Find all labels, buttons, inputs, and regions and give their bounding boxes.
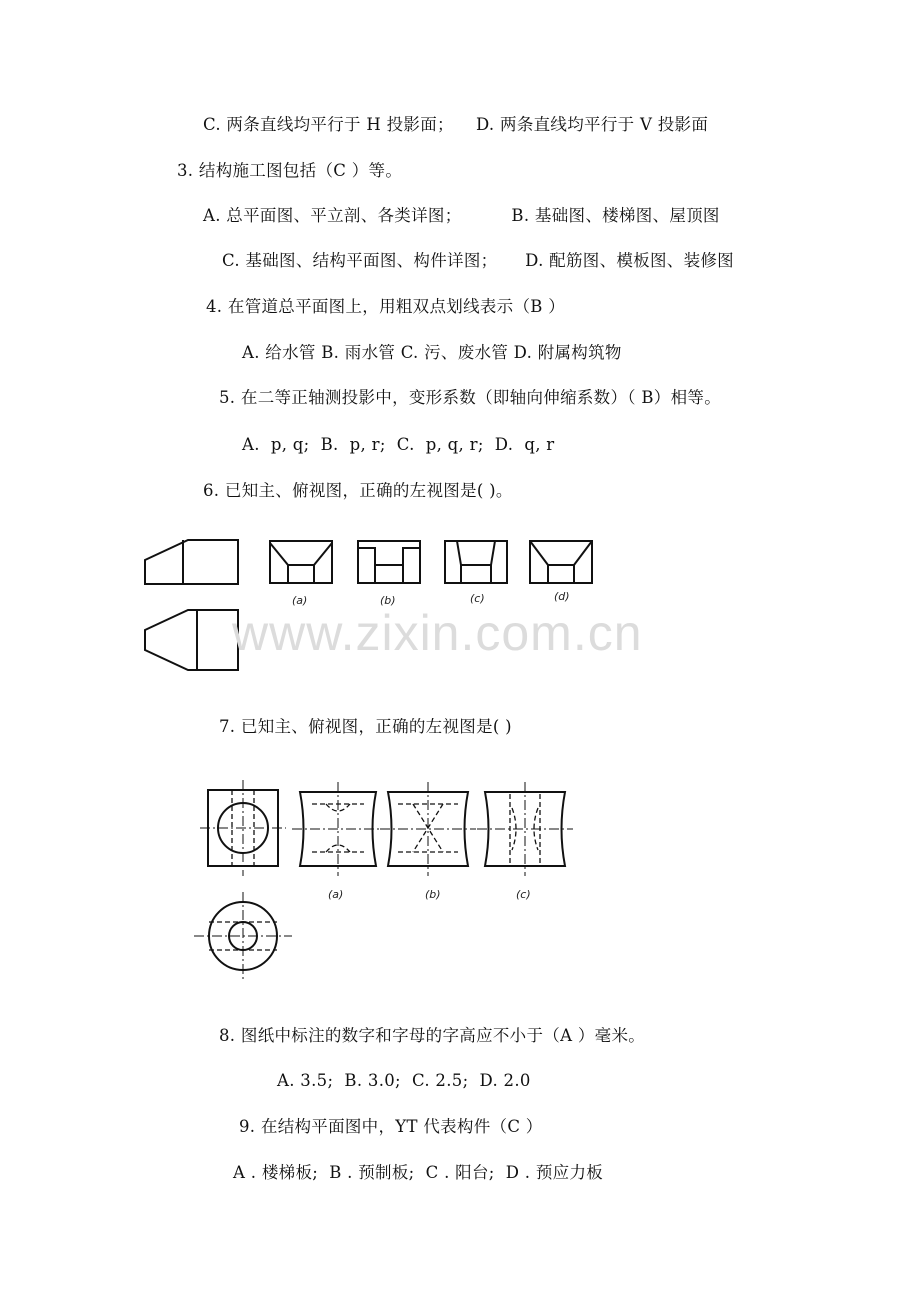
figure6-label-d: (d) [554,590,570,603]
question-5: 5. 在二等正轴测投影中，变形系数（即轴向伸缩系数）（ B）相等。 [219,388,722,407]
figure7-label-a: (a) [328,888,344,901]
watermark: www.zixin.com.cn [232,605,643,661]
question-3: 3. 结构施工图包括（C ）等。 [177,161,403,180]
figure6-label-b: (b) [380,594,396,607]
question-6: 6. 已知主、俯视图，正确的左视图是( )。 [203,481,513,500]
figure6-label-a: (a) [292,594,308,607]
figure7-label-c: (c) [516,888,531,901]
option-cd-q2: C. 两条直线均平行于 H 投影面； D. 两条直线均平行于 V 投影面 [203,115,709,134]
options-ab-q3: A. 总平面图、平立剖、各类详图； B. 基础图、楼梯图、屋顶图 [203,206,720,225]
question-9: 9. 在结构平面图中，YT 代表构件（C ） [239,1117,543,1136]
options-q9: A . 楼梯板; B . 预制板; C . 阳台; D . 预应力板 [233,1163,604,1182]
options-q8: A. 3.5; B. 3.0; C. 2.5; D. 2.0 [277,1071,531,1090]
question-7: 7. 已知主、俯视图，正确的左视图是( ) [219,717,512,736]
options-q4: A. 给水管 B. 雨水管 C. 污、废水管 D. 附属构筑物 [242,343,622,362]
options-cd-q3: C. 基础图、结构平面图、构件详图； D. 配筋图、模板图、装修图 [222,251,734,270]
question-4: 4. 在管道总平面图上，用粗双点划线表示（B ） [206,297,566,316]
figure6-label-c: (c) [470,592,485,605]
figure7-label-b: (b) [425,888,441,901]
question-8: 8. 图纸中标注的数字和字母的字高应不小于（A ）毫米。 [219,1026,646,1045]
options-q5: A. p, q; B. p, r; C. p, q, r; D. q, r [242,435,555,454]
